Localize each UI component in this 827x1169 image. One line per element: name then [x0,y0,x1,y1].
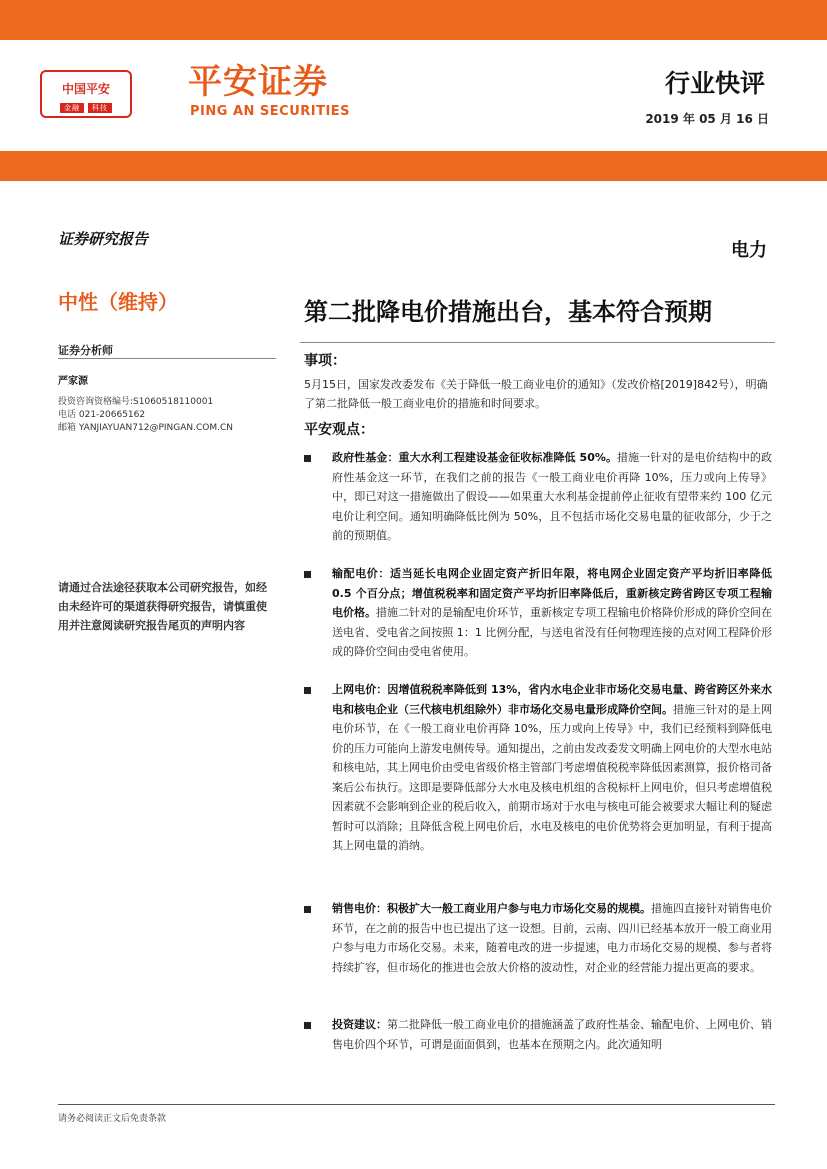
rating: 中性（维持） [58,290,178,314]
bullet-text: 措施一针对的是电价结构中的政府性基金这一环节，在我们之前的报告《一般工商业电价再降 10%，压力或向上传导》中，即已对这一措施做出了假设——如果重大水利基金提前停止征收有望带来约 100 亿元电价让利空间。通知明确降低比例为 50%，且不包括市场化交易电量的征收部分，少于之前的预期值。 [332,451,772,542]
list-item [332,564,772,662]
analyst-info [58,396,233,435]
bullet-lead: 上网电价：因增值税税率降低到 13%，省内水电企业非市场化交易电量、跨省跨区外来水电和核电企业（三代核电机组除外）非市场化交易电量形成降价空间。 [332,683,772,716]
bullet-text: 措施二针对的是输配电价环节，重新核定专项工程输电价格降价形成的降价空间在送电省、受电省之间按照 1：1 比例分配，与送电省没有任何物理连接的点对网工程降价形成的降价空间由受电省使用。 [332,606,772,658]
footer-divider [58,1104,775,1105]
series-label: 证券研究报告 [58,230,149,248]
bullet-square-icon [304,687,311,694]
analyst-phone: 电话 021-20665162 [58,410,146,420]
logo-text: 中国平安 [61,82,110,96]
bullet-lead: 投资建议： [332,1018,387,1031]
analyst-email: 邮箱 YANJIAYUAN712@PINGAN.COM.CN [58,423,234,433]
list-item [332,448,772,546]
disclaimer-note: 请通过合法途径获取本公司研究报告，如经由未经许可的渠道获得研究报告，请慎重使用并注意阅读研究报告尾页的声明内容 [58,581,267,632]
bullet-square-icon [304,906,311,913]
analyst-section-title: 证券分析师 [58,344,113,357]
header-divider-bar [0,151,827,181]
analyst-name: 严家源 [58,376,88,387]
report-date: 2019 年 05 月 16 日 [645,112,769,126]
bullet-lead: 输配电价：适当延长电网企业固定资产折旧年限，将电网企业固定资产平均折旧率降低 0.5 个百分点；增值税税率和固定资产平均折旧率降低后，重新核定跨省跨区专项工程输电价格。 [332,567,772,619]
bullet-lead: 销售电价：积极扩大一般工商业用户参与电力市场化交易的规模。 [332,902,651,915]
event-heading: 事项： [304,353,346,369]
list-item [332,680,772,856]
brand-name-en: PING AN SECURITIES [190,104,351,119]
bullet-text: 措施三针对的是上网电价环节，在《一般工商业电价再降 10%，压力或向上传导》中，我们已经预料到降低电价的压力可能向上游发电侧传导。通知提出，之前由发改委发文明确上网电价的大型水电站和核电站，其上网电价由受电省级价格主管部门考虑增值税税率降低因素测算，报价格司备案后公布执行。这即是要降低部分大水电及核电机组的含税标杆上网电价，但只考虑增值税因素就不会影响到企业的税后收入，前期市场对于水电与核电可能会被要求大幅让利的疑虑暂时可以消除；且降低含税上网电价后，水电及核电的电价优势将会更加明显，有利于提高其上网电量的消纳。 [332,702,772,852]
bullet-square-icon [304,571,311,578]
brand-name-cn: 平安证券 [188,62,328,102]
footer-disclaimer: 请务必阅读正文后免责条款 [58,1114,167,1124]
view-heading: 平安观点： [304,422,374,438]
sidebar-divider [58,358,276,359]
logo-tag: 金融 [60,103,84,113]
industry-label: 电力 [731,240,767,261]
logo-tags [42,103,130,113]
ping-an-group-logo [40,70,132,118]
bullet-square-icon [304,455,311,462]
bullet-text: 第二批降低一般工商业电价的措施涵盖了政府性基金、输配电价、上网电价、销售电价四个环节，可谓是面面俱到，也基本在预期之内。此次通知明 [332,1018,772,1051]
page-title: 第二批降电价措施出台，基本符合预期 [304,298,712,326]
top-accent-bar [0,0,827,40]
list-item [332,1015,772,1054]
bullet-square-icon [304,1022,311,1029]
bullet-text: 措施四直接针对销售电价环节，在之前的报告中也已提出了这一设想。目前，云南、四川已经基本放开一般工商业用户参与电力市场化交易。未来，随着电改的进一步提速，电力市场化交易的规模、参与者将持续扩容，但市场化的推进也会放大价格的波动性，对企业的经营能力提出更高的要求。 [332,902,772,974]
bullet-lead: 政府性基金：重大水利工程建设基金征收标准降低 50%。 [332,451,618,464]
analyst-cert: 投资咨询资格编号:S1060518110001 [58,397,214,407]
event-text: 5月15日，国家发改委发布《关于降低一般工商业电价的通知》（发改价格[2019]842号），明确了第二批降低一般工商业电价的措施和时间要求。 [304,378,768,410]
report-type: 行业快评 [664,69,765,98]
logo-tag: 科技 [88,103,112,113]
main-divider [300,342,775,343]
list-item [332,899,772,977]
